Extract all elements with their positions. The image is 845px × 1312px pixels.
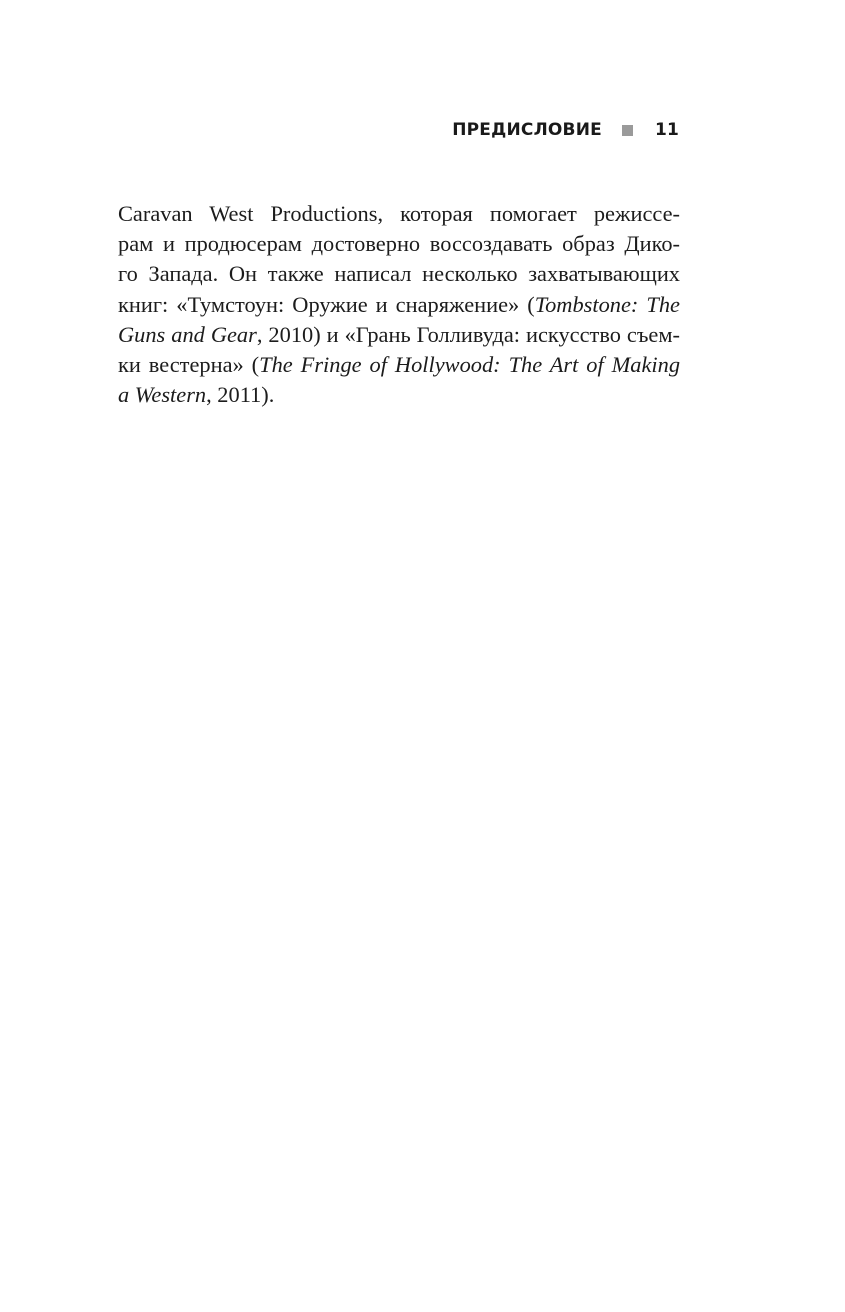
text-line-1: Caravan West Productions, которая помогает режиссе- bbox=[118, 201, 680, 226]
section-title: ПРЕДИСЛОВИЕ bbox=[452, 120, 602, 140]
italic-title-guns-and-gear: Guns and Gear bbox=[118, 321, 257, 347]
text-line-3: го Запада. Он также написал несколько захватывающих bbox=[118, 261, 680, 287]
square-bullet-icon bbox=[622, 125, 633, 136]
text-line-7: a Western, 2011). bbox=[118, 382, 275, 408]
running-header bbox=[452, 120, 679, 140]
body-paragraph bbox=[118, 199, 680, 410]
text-line-5: Guns and Gear, 2010) и «Грань Голливуда: искусство съем- bbox=[118, 321, 680, 347]
italic-title-a-western: a Western bbox=[118, 382, 207, 408]
text-line-2: рам и продюсерам достоверно воссоздавать образ Дико- bbox=[118, 231, 680, 257]
text-line-4: книг: «Тумстоун: Оружие и снаряжение» (Tombstone: The bbox=[118, 291, 680, 317]
italic-title-fringe-of-hollywood: The Fringe of Hollywood: The Art of Making bbox=[259, 351, 681, 377]
text-line-6: ки вестерна» (The Fringe of Hollywood: The Art of Making bbox=[118, 351, 681, 377]
italic-title-tombstone: Tombstone: The bbox=[534, 291, 680, 317]
page-number: 11 bbox=[654, 120, 679, 140]
